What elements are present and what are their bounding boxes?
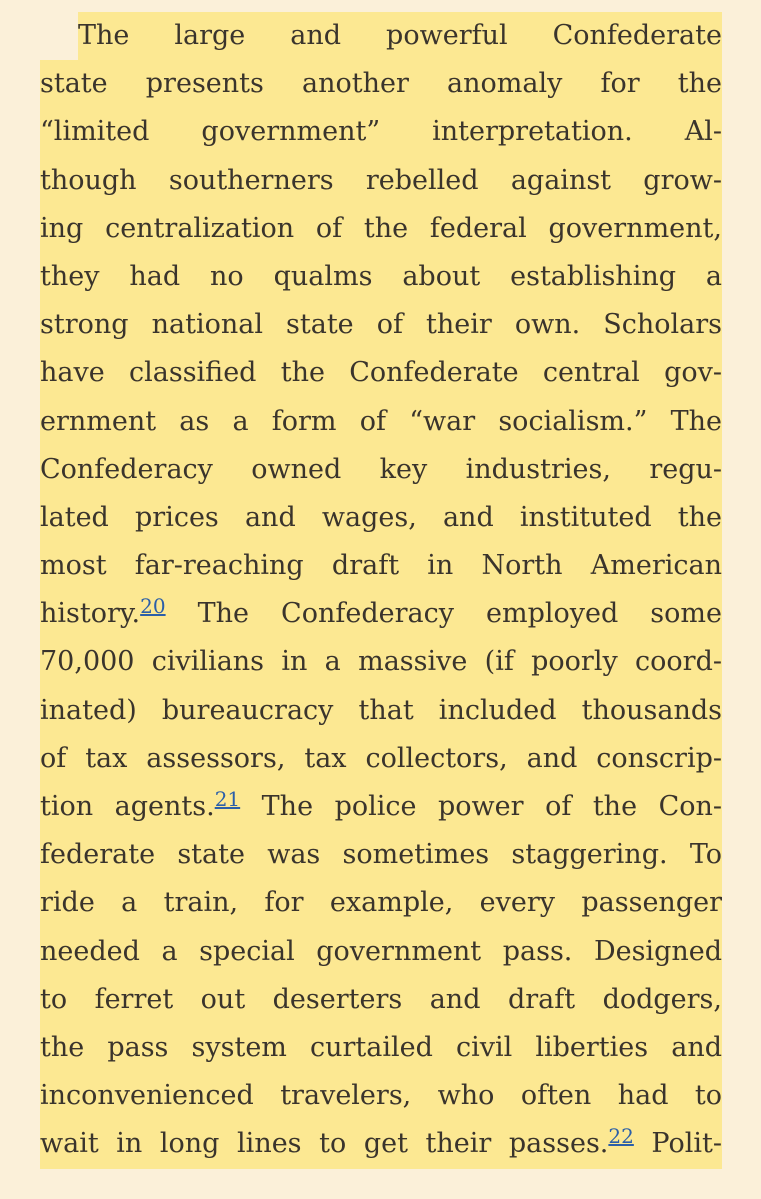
text-line[interactable]: most far-reaching draft in North American [40, 542, 722, 590]
text-segment: history. [40, 598, 141, 630]
text-line-footnote-21[interactable] [40, 783, 722, 831]
text-line[interactable]: The large and powerful Confederate [78, 12, 722, 60]
text-segment: The Confederacy employed some [165, 598, 722, 630]
text-segment: wait in long lines to get their passes. [40, 1128, 609, 1160]
text-line[interactable]: ing centralization of the federal government, [40, 205, 722, 253]
text-line[interactable]: “limited government” interpretation. Al- [40, 108, 722, 156]
text-line[interactable]: state presents another anomaly for the [40, 60, 722, 108]
text-line[interactable]: inated) bureaucracy that included thousands [40, 687, 722, 735]
footnote-link-21[interactable]: 21 [214, 787, 241, 811]
text-line[interactable]: 70,000 civilians in a massive (if poorly coord- [40, 638, 722, 686]
text-line[interactable]: strong national state of their own. Scholars [40, 301, 722, 349]
text-line[interactable]: have classified the Confederate central gov- [40, 349, 722, 397]
text-line[interactable]: lated prices and wages, and instituted the [40, 494, 722, 542]
text-line[interactable]: of tax assessors, tax collectors, and conscrip- [40, 735, 722, 783]
body-paragraph [40, 12, 722, 1169]
text-line-footnote-22[interactable] [40, 1120, 722, 1168]
text-segment: The police power of the Con- [240, 791, 722, 822]
text-line[interactable]: though southerners rebelled against grow- [40, 157, 722, 205]
text-line[interactable]: federate state was sometimes staggering. To [40, 831, 722, 879]
footnote-link-20[interactable]: 20 [140, 594, 166, 619]
text-line[interactable]: ride a train, for example, every passenger [40, 879, 722, 927]
text-line[interactable]: to ferret out deserters and draft dodgers, [40, 976, 722, 1024]
text-segment: Polit- [633, 1128, 722, 1160]
text-line[interactable]: ernment as a form of “war socialism.” The [40, 398, 722, 446]
text-segment: tion agents. [40, 791, 215, 822]
text-line-footnote-20[interactable] [40, 590, 722, 638]
text-line[interactable]: needed a special government pass. Designed [40, 928, 722, 976]
text-line[interactable]: Confederacy owned key industries, regu- [40, 446, 722, 494]
text-line[interactable]: they had no qualms about establishing a [40, 253, 722, 301]
text-line[interactable]: inconvenienced travelers, who often had to [40, 1072, 722, 1120]
text-line[interactable]: the pass system curtailed civil liberties and [40, 1024, 722, 1072]
footnote-link-22[interactable]: 22 [608, 1124, 634, 1149]
